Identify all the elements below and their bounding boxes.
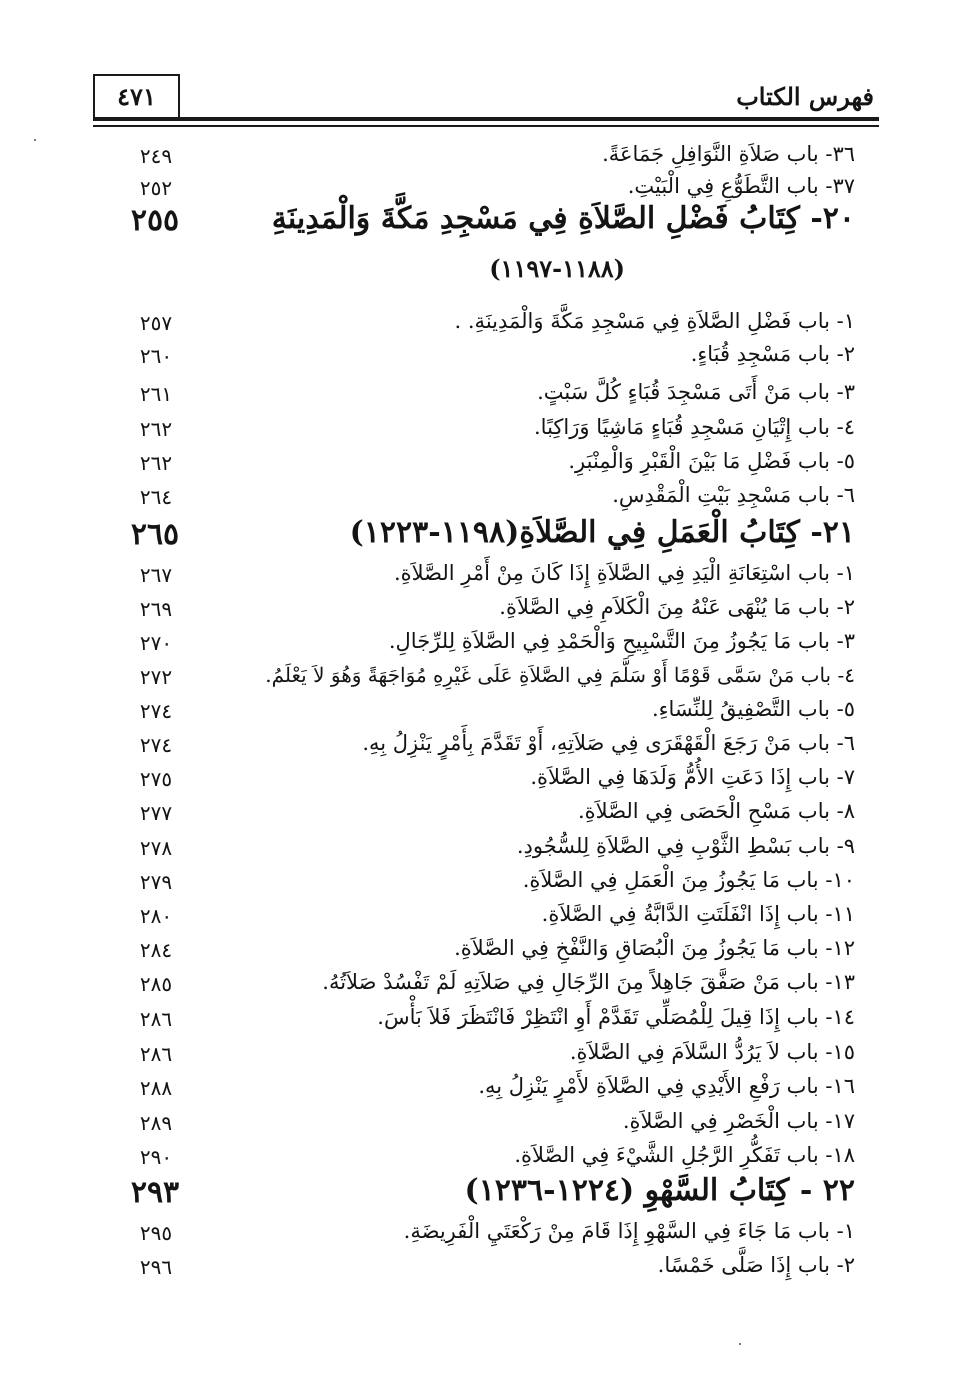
entry-page: ٢٧٠ bbox=[139, 631, 173, 655]
entry-title: ٣٦- باب صَلاَةِ النَّوَافِلِ جَمَاعَةً. bbox=[602, 142, 855, 166]
index-entry bbox=[95, 866, 855, 900]
book-heading-page: ٢٩٣ bbox=[130, 1175, 180, 1210]
index-entry bbox=[95, 447, 855, 481]
index-entry bbox=[95, 832, 855, 866]
entry-page: ٢٧٧ bbox=[139, 801, 173, 825]
book-heading bbox=[95, 203, 855, 247]
book-heading-page: ٢٦٥ bbox=[130, 517, 180, 552]
entry-title: ١- باب اسْتِعَانَةِ الْيَدِ فِي الصَّلاَةِ إِذَا كَانَ مِنْ أَمْرِ الصَّلاَةِ. bbox=[393, 561, 855, 585]
entry-page: ٢٧٨ bbox=[139, 836, 173, 860]
entry-title: ١٠- باب مَا يَجُوزُ مِنَ الْعَمَلِ فِي الصَّلاَةِ. bbox=[522, 868, 855, 892]
entry-page: ٢٩٦ bbox=[139, 1255, 173, 1279]
entry-page: ٢٨٠ bbox=[139, 904, 173, 928]
entry-page: ٢٧٩ bbox=[139, 870, 173, 894]
entry-title: ٣٧- باب التَّطَوُّعِ فِي الْبَيْتِ. bbox=[627, 174, 855, 198]
index-entry bbox=[95, 934, 855, 968]
entry-title: ٧- باب إِذَا دَعَتِ الأُمُّ وَلَدَهَا فِي الصَّلاَةِ. bbox=[530, 765, 855, 789]
entry-title: ٨- باب مَسْحِ الْحَصَى فِي الصَّلاَةِ. bbox=[577, 799, 855, 823]
entry-title: ٢- باب إِذَا صَلَّى خَمْسًا. bbox=[657, 1253, 855, 1277]
entry-title: ١٤- باب إِذَا قِيلَ لِلْمُصَلِّي تَقَدَّمْ أَوِ انْتَظِرْ فَانْتَظَرَ فَلاَ بَأْسَ. bbox=[377, 1005, 855, 1029]
entry-title: ١٦- باب رَفْعِ الأَيْدِي فِي الصَّلاَةِ لأَمْرٍ يَنْزِلُ بِهِ. bbox=[478, 1074, 855, 1098]
entry-page: ٢٧٥ bbox=[139, 767, 173, 791]
index-entry bbox=[95, 1038, 855, 1072]
index-entry bbox=[95, 1072, 855, 1106]
index-entry bbox=[95, 1107, 855, 1141]
index-entry bbox=[95, 1217, 855, 1251]
entry-title: ٣- باب مَا يَجُوزُ مِنَ التَّسْبِيحِ وَالْحَمْدِ فِي الصَّلاَةِ لِلرِّجَالِ. bbox=[388, 629, 855, 653]
entry-title: ٢- باب مَا يُنْهَى عَنْهُ مِنَ الْكَلاَمِ فِي الصَّلاَةِ. bbox=[499, 595, 855, 619]
entry-title: ١٥- باب لاَ يَرُدُّ السَّلاَمَ فِي الصَّلاَةِ. bbox=[569, 1040, 855, 1064]
index-entry bbox=[95, 140, 855, 174]
entry-page: ٢٦٢ bbox=[139, 451, 173, 475]
index-entry bbox=[95, 340, 855, 374]
entry-title: ٣- باب مَنْ أَتَى مَسْجِدَ قُبَاءٍ كُلَّ سَبْتٍ. bbox=[537, 380, 855, 404]
index-entry bbox=[95, 1251, 855, 1285]
entry-page: ٢٨٨ bbox=[139, 1076, 173, 1100]
index-entry bbox=[95, 593, 855, 627]
entry-page: ٢٨٩ bbox=[139, 1111, 173, 1135]
entry-page: ٢٦٩ bbox=[139, 597, 173, 621]
entry-title: ٦- باب مَنْ رَجَعَ الْقَهْقَرَى فِي صَلاَتِهِ، أَوْ تَقَدَّمَ بِأَمْرٍ يَنْزِلُ بِهِ. bbox=[362, 731, 855, 755]
index-entry bbox=[95, 968, 855, 1002]
index-entry bbox=[95, 559, 855, 593]
book-heading-range bbox=[95, 252, 855, 286]
entry-page: ٢٧٤ bbox=[139, 699, 173, 723]
entry-title: ٩- باب بَسْطِ الثَّوْبِ فِي الصَّلاَةِ لِلسُّجُودِ. bbox=[516, 834, 855, 858]
entry-page: ٢٦٢ bbox=[139, 417, 173, 441]
entry-page: ٢٦٠ bbox=[139, 344, 173, 368]
index-entry bbox=[95, 1003, 855, 1037]
hadith-range: (١١٨٨-١١٩٧) bbox=[489, 254, 625, 283]
index-entry bbox=[95, 763, 855, 797]
entry-page: ٢٨٥ bbox=[139, 972, 173, 996]
entry-title: ٥- باب فَضْلِ مَا بَيْنَ الْقَبْرِ وَالْمِنْبَرِ. bbox=[568, 449, 855, 473]
page-number: ٤٧١ bbox=[117, 82, 156, 111]
book-heading-title: ٢٠- كِتَابُ فَضْلِ الصَّلاَةِ فِي مَسْجِدِ مَكَّةَ وَالْمَدِينَةِ bbox=[271, 201, 855, 236]
entry-title: ١١- باب إِذَا انْفَلَتَتِ الدَّابَّةُ فِي الصَّلاَةِ. bbox=[541, 902, 855, 926]
entry-page: ٢٥٢ bbox=[139, 176, 173, 200]
entry-page: ٢٧٢ bbox=[139, 665, 173, 689]
entry-title: ٥- باب التَّصْفِيقُ لِلنِّسَاءِ. bbox=[651, 697, 855, 721]
entry-page: ٢٥٧ bbox=[139, 311, 173, 335]
entry-title: ٦- باب مَسْجِدِ بَيْتِ الْمَقْدِسِ. bbox=[612, 483, 855, 507]
entry-title: ١- باب فَضْلِ الصَّلاَةِ فِي مَسْجِدِ مَكَّةَ وَالْمَدِينَةِ. . bbox=[454, 309, 855, 333]
entry-page: ٢٨٦ bbox=[139, 1007, 173, 1031]
index-entry bbox=[95, 900, 855, 934]
index-entry bbox=[95, 413, 855, 447]
header-rule-thick bbox=[93, 117, 879, 121]
index-entry bbox=[95, 661, 855, 695]
entry-page: ٢٦٧ bbox=[139, 563, 173, 587]
index-entry bbox=[95, 481, 855, 515]
book-heading-page: ٢٥٥ bbox=[130, 203, 180, 238]
entry-title: ١٢- باب مَا يَجُوزُ مِنَ الْبُصَاقِ وَالنَّفْخِ فِي الصَّلاَةِ. bbox=[454, 936, 855, 960]
scan-speck bbox=[34, 139, 36, 141]
book-heading-title: ٢٢ - كِتَابُ السَّهْوِ (١٢٢٤-١٢٣٦) bbox=[464, 1173, 855, 1208]
entry-page: ٢٨٤ bbox=[139, 938, 173, 962]
entry-page: ٢٤٩ bbox=[139, 144, 173, 168]
header-rule-thin bbox=[93, 125, 879, 127]
entry-page: ٢٦٤ bbox=[139, 485, 173, 509]
index-entry bbox=[95, 1141, 855, 1175]
scan-speck bbox=[739, 1343, 741, 1345]
entry-title: ٤- باب مَنْ سَمَّى قَوْمًا أَوْ سَلَّمَ فِي الصَّلاَةِ عَلَى غَيْرِهِ مُوَاجَهَةً وَهُوَ لاَ يَعْلَمُ. bbox=[265, 663, 855, 687]
entry-page: ٢٩٠ bbox=[139, 1145, 173, 1169]
entry-title: ١- باب مَا جَاءَ فِي السَّهْوِ إِذَا قَامَ مِنْ رَكْعَتَيِ الْفَرِيضَةِ. bbox=[403, 1219, 855, 1243]
entry-title: ١٧- باب الْخَصْرِ فِي الصَّلاَةِ. bbox=[622, 1109, 855, 1133]
index-entry bbox=[95, 627, 855, 661]
index-entry bbox=[95, 378, 855, 412]
book-heading bbox=[95, 517, 855, 561]
index-entry bbox=[95, 729, 855, 763]
book-heading bbox=[95, 1175, 855, 1219]
entry-page: ٢٧٤ bbox=[139, 733, 173, 757]
running-title: فهرس الكتاب bbox=[736, 82, 874, 111]
entry-title: ٤- باب إِتْيَانِ مَسْجِدِ قُبَاءٍ مَاشِيًا وَرَاكِبًا. bbox=[534, 415, 855, 439]
entry-page: ٢٩٥ bbox=[139, 1221, 173, 1245]
entry-title: ٢- باب مَسْجِدِ قُبَاءٍ. bbox=[690, 342, 855, 366]
page-number-box bbox=[93, 74, 180, 117]
index-entry bbox=[95, 695, 855, 729]
book-heading-title: ٢١- كِتَابُ الْعَمَلِ فِي الصَّلاَةِ(١١٩٨-١٢٢٣) bbox=[349, 515, 855, 550]
index-entry bbox=[95, 797, 855, 831]
index-entry bbox=[95, 307, 855, 341]
entry-title: ١٨- باب تَفَكُّرِ الرَّجُلِ الشَّيْءَ فِي الصَّلاَةِ. bbox=[514, 1143, 855, 1167]
entry-page: ٢٨٦ bbox=[139, 1042, 173, 1066]
entry-page: ٢٦١ bbox=[139, 382, 173, 406]
entry-title: ١٣- باب مَنْ صَفَّقَ جَاهِلاً مِنَ الرِّجَالِ فِي صَلاَتِهِ لَمْ تَفْسُدْ صَلاَتُهُ. bbox=[322, 970, 855, 994]
